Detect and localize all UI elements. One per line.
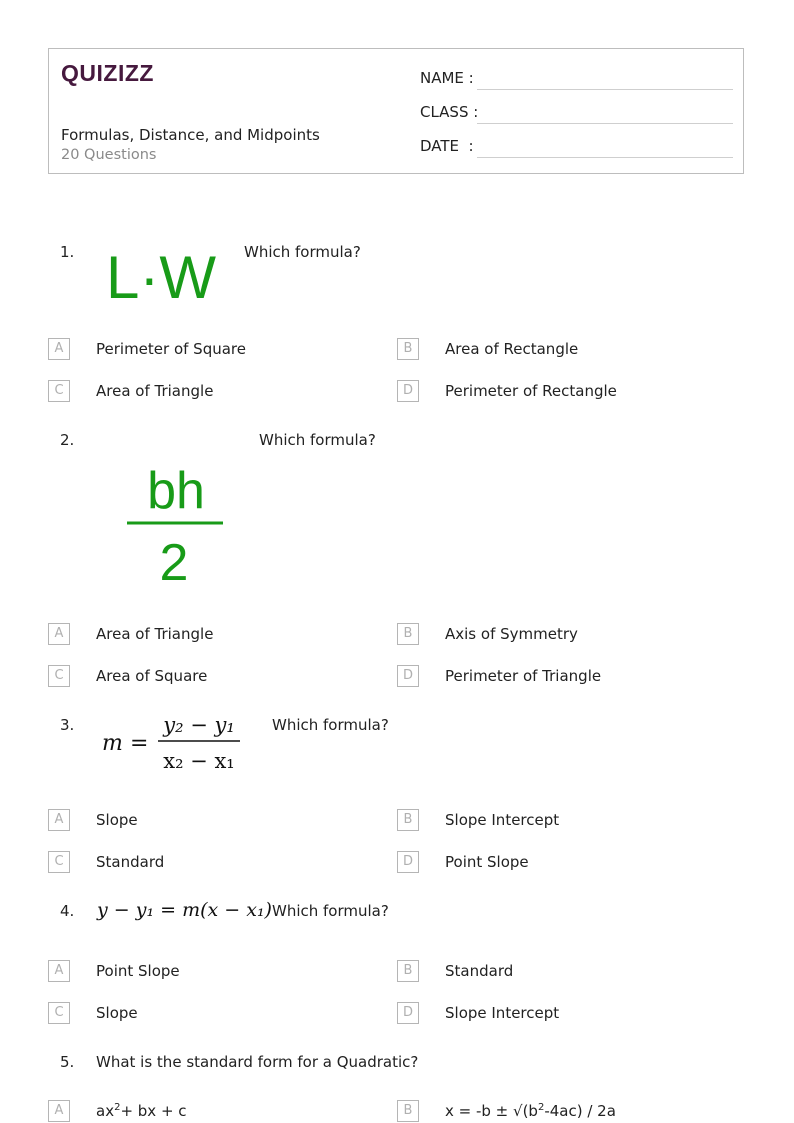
formula-text: L·W xyxy=(106,244,216,306)
question-prompt: Which formula? xyxy=(272,716,389,734)
name-label: NAME : xyxy=(420,69,474,87)
class-line[interactable] xyxy=(477,123,733,124)
option-a-box[interactable]: A xyxy=(48,809,70,831)
option-c-box[interactable]: C xyxy=(48,665,70,687)
option-a-text: Area of Triangle xyxy=(96,625,214,643)
option-d-text: Point Slope xyxy=(445,853,529,871)
date-line[interactable] xyxy=(477,157,733,158)
option-b-box[interactable]: B xyxy=(397,1100,419,1122)
question-count: 20 Questions xyxy=(61,147,157,163)
formula-lhs: m xyxy=(102,731,123,756)
option-b-box[interactable]: B xyxy=(397,960,419,982)
option-d-box[interactable]: D xyxy=(397,380,419,402)
option-d-box[interactable]: D xyxy=(397,851,419,873)
option-a-text: Point Slope xyxy=(96,962,180,980)
formula-denominator: 2 xyxy=(159,534,189,588)
question-prompt: Which formula? xyxy=(244,243,361,261)
option-a-box[interactable]: A xyxy=(48,960,70,982)
svg-text:QUIZIZZ: QUIZIZZ xyxy=(61,60,153,86)
option-a-text-base: ax xyxy=(96,1102,115,1120)
option-b-text: Area of Rectangle xyxy=(445,340,579,358)
option-c-text: Standard xyxy=(96,853,165,871)
option-c-text: Slope xyxy=(96,1004,138,1022)
option-b-text: Axis of Symmetry xyxy=(445,625,578,643)
question-prompt: Which formula? xyxy=(259,431,376,449)
question-prompt: What is the standard form for a Quadratic? xyxy=(96,1053,419,1071)
option-c-box[interactable]: C xyxy=(48,380,70,402)
option-a-box[interactable]: A xyxy=(48,623,70,645)
option-c-box[interactable]: C xyxy=(48,851,70,873)
option-d-box[interactable]: D xyxy=(397,1002,419,1024)
option-a-text xyxy=(96,1102,187,1120)
option-b-box[interactable]: B xyxy=(397,338,419,360)
exponent: 2 xyxy=(537,1102,545,1113)
option-a-text: Perimeter of Square xyxy=(96,340,246,358)
formula-image xyxy=(106,242,222,310)
quizizz-logo-mark xyxy=(61,59,153,87)
formula-image xyxy=(124,460,228,592)
option-d-text: Perimeter of Rectangle xyxy=(445,382,617,400)
exponent: 2 xyxy=(114,1102,121,1113)
formula-text: y − y₁ = m(x − x₁) xyxy=(97,899,272,921)
option-c-text: Area of Square xyxy=(96,667,208,685)
class-label: CLASS : xyxy=(420,103,479,121)
formula-image xyxy=(100,708,246,782)
option-b-text xyxy=(445,1102,616,1120)
option-d-box[interactable]: D xyxy=(397,665,419,687)
option-b-text-base: x = -b ± √(b xyxy=(445,1102,538,1120)
name-line[interactable] xyxy=(477,89,733,90)
question-number: 1. xyxy=(60,243,75,261)
option-c-text: Area of Triangle xyxy=(96,382,214,400)
question-number: 3. xyxy=(60,716,75,734)
option-a-text-rest: + bx + c xyxy=(120,1102,187,1120)
option-a-box[interactable]: A xyxy=(48,1100,70,1122)
formula-numerator: y₂ − y₁ xyxy=(163,713,235,737)
option-b-text-rest: -4ac) / 2a xyxy=(544,1102,616,1120)
question-number: 4. xyxy=(60,902,75,920)
option-a-box[interactable]: A xyxy=(48,338,70,360)
option-b-box[interactable]: B xyxy=(397,809,419,831)
question-number: 2. xyxy=(60,431,75,449)
option-b-text: Standard xyxy=(445,962,514,980)
quizizz-logo xyxy=(61,59,153,91)
question-prompt: Which formula? xyxy=(272,902,389,920)
question-number: 5. xyxy=(60,1053,75,1071)
option-d-text: Slope Intercept xyxy=(445,1004,560,1022)
option-d-text: Perimeter of Triangle xyxy=(445,667,602,685)
option-c-box[interactable]: C xyxy=(48,1002,70,1024)
option-b-text: Slope Intercept xyxy=(445,811,560,829)
formula-equals: = xyxy=(130,731,149,756)
worksheet-title: Formulas, Distance, and Midpoints xyxy=(61,126,320,144)
worksheet-header xyxy=(48,48,744,174)
option-a-text: Slope xyxy=(96,811,138,829)
formula-numerator: bh xyxy=(147,462,205,520)
option-b-box[interactable]: B xyxy=(397,623,419,645)
date-label: DATE : xyxy=(420,137,474,155)
formula-denominator: x₂ − x₁ xyxy=(163,749,235,773)
